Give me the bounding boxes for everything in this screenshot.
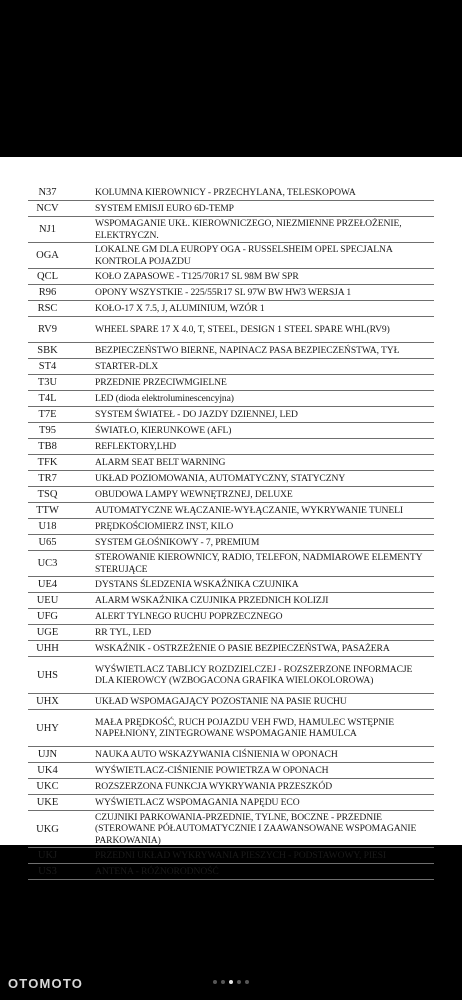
option-row: [0, 301, 462, 316]
option-code: T4L: [38, 393, 57, 404]
page-dot[interactable]: [229, 980, 233, 984]
option-description: PRZEDNIE PRZECIWMGIELNE: [95, 376, 227, 388]
option-description: ŚWIATŁO, KIERUNKOWE (AFL): [95, 424, 232, 436]
option-description: RR TYL, LED: [95, 626, 152, 638]
row-divider: [28, 879, 434, 880]
option-row: [0, 471, 462, 486]
option-code: SBK: [37, 345, 58, 356]
option-row: [0, 535, 462, 550]
option-row: [0, 217, 462, 242]
option-row: [0, 285, 462, 300]
option-code: ST4: [38, 361, 57, 372]
option-row: [0, 551, 462, 576]
option-row: [0, 593, 462, 608]
option-row: [0, 747, 462, 762]
page-dot[interactable]: [221, 980, 225, 984]
page-indicator[interactable]: [0, 971, 462, 989]
option-description: UKŁAD WSPOMAGAJĄCY POZOSTANIE NA PASIE RUCHU: [95, 695, 347, 707]
option-code: UKG: [36, 823, 59, 835]
option-description: AUTOMATYCZNE WŁĄCZANIE-WYŁĄCZANIE, WYKRYWANIE TUNELI: [95, 504, 403, 516]
option-code: UC3: [37, 558, 58, 569]
option-row: [0, 795, 462, 810]
option-description: OBUDOWA LAMPY WEWNĘTRZNEJ, DELUXE: [95, 488, 293, 500]
option-description: BEZPIECZEŃSTWO BIERNE, NAPINACZ PASA BEZPIECZEŃSTWA, TYŁ: [95, 344, 400, 356]
option-code: TFK: [37, 457, 58, 468]
option-row: [0, 317, 462, 342]
option-code: RV9: [38, 324, 57, 335]
option-description: ALERT TYLNEGO RUCHU POPRZECZNEGO: [95, 610, 283, 622]
option-code: UEU: [36, 595, 59, 606]
option-description: WSPOMAGANIE UKŁ. KIEROWNICZEGO, NIEZMIENNE PRZEŁOŻENIE, ELEKTRYCZN.: [95, 218, 402, 241]
option-row: [0, 185, 462, 200]
option-code: UK4: [37, 765, 58, 776]
option-code: TTW: [36, 505, 59, 516]
option-code: UKJ: [37, 850, 58, 861]
option-code: T7E: [38, 409, 57, 420]
option-row: [0, 375, 462, 390]
option-code: NCV: [36, 203, 59, 214]
option-code: QCL: [37, 271, 58, 282]
option-row: [0, 407, 462, 422]
option-row: [0, 487, 462, 502]
option-row: [0, 657, 462, 693]
option-code: UJN: [37, 749, 58, 760]
option-description: LED (dioda elektroluminescencyjna): [95, 392, 234, 404]
option-row: [0, 694, 462, 709]
option-description: KOŁO-17 X 7.5, J, ALUMINIUM, WZÓR 1: [95, 302, 265, 314]
option-code: UFG: [36, 611, 58, 622]
option-code: UE4: [37, 579, 58, 590]
option-description: OPONY WSZYSTKIE - 225/55R17 SL 97W BW HW3 WERSJA 1: [95, 286, 352, 298]
option-code: TB8: [38, 441, 57, 452]
option-code: OGA: [36, 250, 59, 261]
option-row: [0, 503, 462, 518]
option-description: WYŚWIETLACZ-CIŚNIENIE POWIETRZA W OPONACH: [95, 764, 329, 776]
option-code: T3U: [37, 377, 58, 388]
option-description: KOLUMNA KIEROWNICY - PRZECHYLANA, TELESKOPOWA: [95, 186, 356, 198]
option-row: [0, 201, 462, 216]
option-row: [0, 811, 462, 847]
option-code: UHH: [36, 643, 59, 654]
document-page: [0, 157, 462, 877]
option-row: [0, 439, 462, 454]
option-description: LOKALNE GM DLA EUROPY OGA - RUSSELSHEIM OPEL SPECJALNA KONTROLA POJAZDU: [95, 244, 393, 267]
option-description: NAUKA AUTO WSKAZYWANIA CIŚNIENIA W OPONACH: [95, 748, 338, 760]
option-description: SYSTEM EMISJI EURO 6D-TEMP: [95, 202, 234, 214]
option-description: WYŚWIETLACZ TABLICY ROZDZIELCZEJ - ROZSZERZONE INFORMACJE DLA KIEROWCY (WZBOGACONA GRAFIKA WIELOKOLOROWA): [95, 663, 413, 686]
options-list: [0, 185, 462, 880]
option-row: [0, 455, 462, 470]
option-row: [0, 609, 462, 624]
option-description: SYSTEM GŁOŚNIKOWY - 7, PREMIUM: [95, 536, 260, 548]
option-row: [0, 577, 462, 592]
option-description: STEROWANIE KIEROWNICY, RADIO, TELEFON, NADMIAROWE ELEMENTY STERUJĄCE: [95, 552, 423, 575]
option-row: [0, 779, 462, 794]
option-code: US3: [38, 866, 57, 877]
footer-bar: [0, 965, 462, 1000]
option-code: UGE: [36, 627, 59, 638]
option-description: KOŁO ZAPASOWE - T125/70R17 SL 98M BW SPR: [95, 270, 299, 282]
option-description: SYSTEM ŚWIATEŁ - DO JAZDY DZIENNEJ, LED: [95, 408, 298, 420]
option-row: [0, 423, 462, 438]
otomoto-logo: OTOMOTO: [8, 976, 84, 991]
option-code: UKC: [36, 781, 59, 792]
option-code: R96: [38, 287, 57, 298]
option-code: UHX: [36, 696, 59, 707]
option-description: STARTER-DLX: [95, 360, 159, 372]
option-description: REFLEKTORY,LHD: [95, 440, 177, 452]
option-row: [0, 641, 462, 656]
page-dot[interactable]: [245, 980, 249, 984]
option-code: TR7: [38, 473, 57, 484]
option-description: PRZEDNI UKŁAD WYKRYWANIA PIESZYCH - PODSTAWOWY, PIESI: [95, 849, 387, 861]
option-description: DYSTANS ŚLEDZENIA WSKAŹNIKA CZUJNIKA: [95, 578, 299, 590]
option-description: CZUJNIKI PARKOWANIA-PRZEDNIE, TYLNE, BOCZNE - PRZEDNIE (STEROWANE PÓŁAUTOMATYCZNIE I ZAAWANSOWANE WSPOMAGANIE PARKOWANIA): [95, 811, 417, 846]
option-code: N37: [38, 187, 57, 198]
option-row: [0, 625, 462, 640]
option-code: RSC: [37, 303, 58, 314]
option-description: PRĘDKOŚCIOMIERZ INST, KILO: [95, 520, 234, 532]
option-row: [0, 243, 462, 268]
option-code: UHS: [36, 669, 58, 681]
option-row: [0, 269, 462, 284]
option-row: [0, 864, 462, 879]
option-row: [0, 391, 462, 406]
option-description: WYŚWIETLACZ WSPOMAGANIA NAPĘDU ECO: [95, 796, 300, 808]
option-description: ANTENA - RÓŻNORODNOŚĆ: [95, 865, 219, 877]
option-code: TSQ: [37, 489, 58, 500]
option-code: UHY: [36, 722, 59, 734]
option-row: [0, 763, 462, 778]
option-code: NJ1: [39, 224, 56, 235]
option-code: UKE: [36, 797, 59, 808]
option-row: [0, 359, 462, 374]
option-description: ALARM WSKAŹNIKA CZUJNIKA PRZEDNICH KOLIZJI: [95, 594, 329, 606]
page-dot[interactable]: [237, 980, 241, 984]
option-code: T95: [39, 425, 56, 436]
option-description: MAŁA PRĘDKOŚĆ, RUCH POJAZDU VEH FWD, HAMULEC WSTĘPNIE NAPEŁNIONY, ZINTEGROWANE WSPOMAGANIE HAMULCA: [95, 716, 394, 739]
option-code: U18: [38, 521, 57, 532]
option-description: ROZSZERZONA FUNKCJA WYKRYWANIA PRZESZKÓD: [95, 780, 333, 792]
option-code: U65: [38, 537, 57, 548]
option-description: WSKAŹNIK - OSTRZEŻENIE O PASIE BEZPIECZEŃSTWA, PASAŻERA: [95, 642, 390, 654]
option-description: WHEEL SPARE 17 X 4.0, T, STEEL, DESIGN 1 STEEL SPARE WHL(RV9): [95, 323, 390, 335]
option-row: [0, 343, 462, 358]
page-dot[interactable]: [213, 980, 217, 984]
option-description: ALARM SEAT BELT WARNING: [95, 456, 226, 468]
option-row: [0, 519, 462, 534]
option-row: [0, 848, 462, 863]
option-description: UKŁAD POZIOMOWANIA, AUTOMATYCZNY, STATYCZNY: [95, 472, 346, 484]
option-row: [0, 710, 462, 746]
